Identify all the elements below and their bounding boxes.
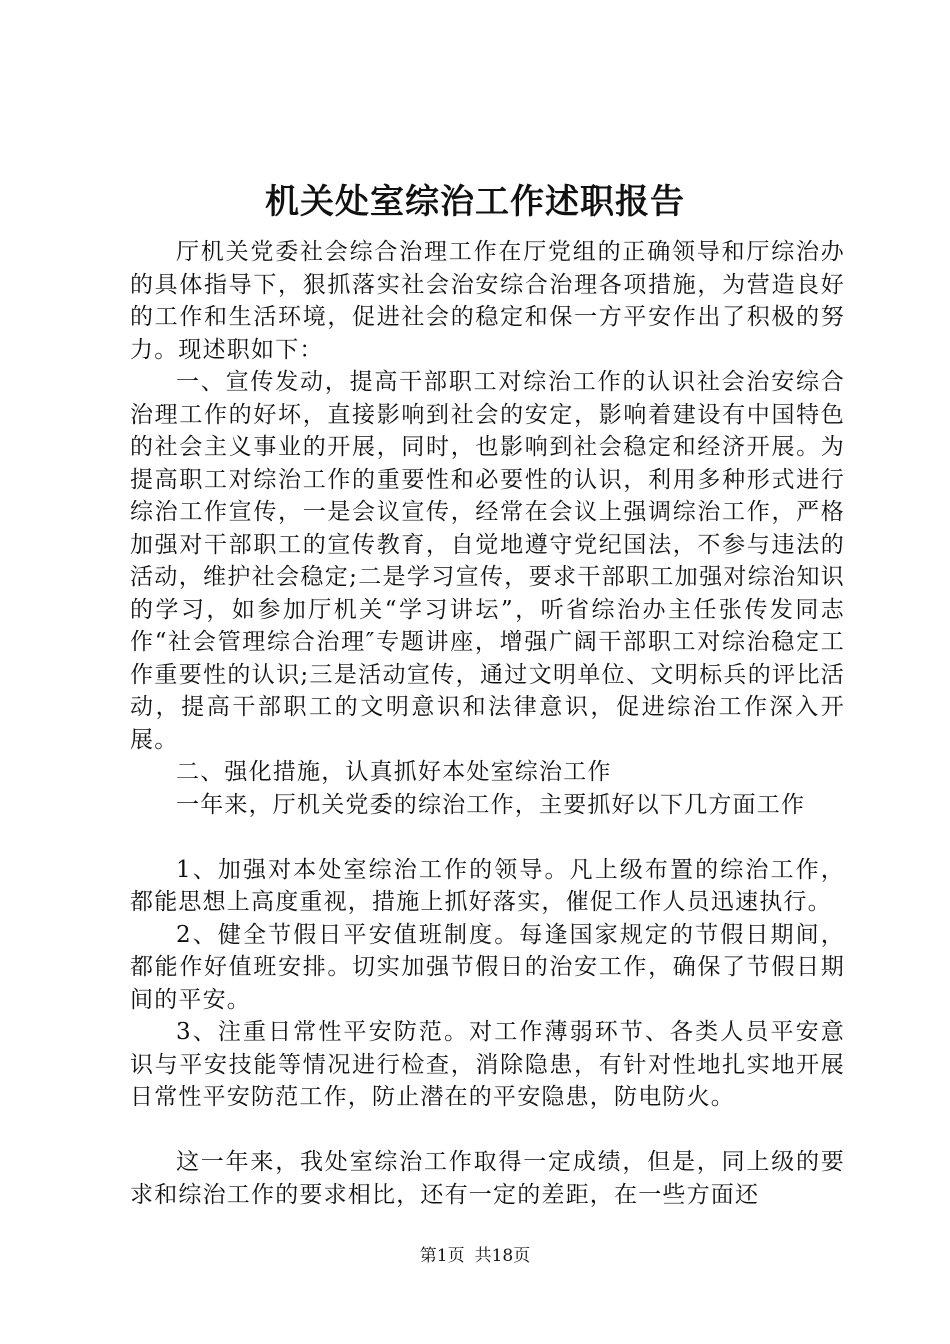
paragraph-summary: 这一年来，我处室综治工作取得一定成绩，但是，同上级的要求和综治工作的要求相比，还有一定的差距，在一些方面还 — [130, 1149, 845, 1208]
paragraph-intro: 厅机关党委社会综合治理工作在厅党组的正确领导和厅综治办的具体指导下，狠抓落实社会治安综合治理各项措施，为营造良好的工作和生活环境，促进社会的稳定和保一方平安作出了积极的努力。现述职如下： — [130, 239, 845, 363]
paragraph-item-2: 2、健全节假日平安值班制度。每逢国家规定的节假日期间，都能作好值班安排。切实加强节假日的治安工作，确保了节假日期间的平安。 — [130, 921, 845, 1013]
paragraph-section-two-heading: 二、强化措施，认真抓好本处室综治工作 — [176, 759, 612, 785]
document-body — [130, 236, 845, 1211]
document-title: 机关处室综治工作述职报告 — [265, 182, 685, 222]
page-number: 第1页 — [419, 1246, 465, 1266]
page-footer — [0, 1244, 950, 1268]
paragraph-item-3: 3、注重日常性平安防范。对工作薄弱环节、各类人员平安意识与平安技能等情况进行检查，消除隐患，有针对性地扎实地开展日常性平安防范工作，防止潜在的平安隐患，防电防火。 — [130, 1019, 845, 1110]
page-total: 共18页 — [474, 1246, 531, 1266]
paragraph-section-one: 一、宣传发动，提高干部职工对综治工作的认识社会治安综合治理工作的好坏，直接影响到社会的安定，影响着建设有中国特色的社会主义事业的开展，同时，也影响到社会稳定和经济开展。为提高职工对综治工作的重要性和必要性的认识，利用多种形式进行综治工作宣传，一是会议宣传，经常在会议上强调综治工作，严格加强对干部职工的宣传教育，自觉地遵守党纪国法，不参与违法的活动，维护社会稳定;二是学习宣传，要求干部职工加强对综治知识的学习，如参加厅机关“学习讲坛”，听省综治办主任张传发同志作“社会管理综合治理″专题讲座，增强广阔干部职工对综治稳定工作重要性的认识;三是活动宣传，通过文明单位、文明标兵的评比活动，提高干部职工的文明意识和法律意识，促进综治工作深入开展。 — [130, 369, 845, 753]
paragraph-section-two-intro: 一年来，厅机关党委的综治工作，主要抓好以下几方面工作 — [176, 791, 806, 818]
paragraph-item-1: 1、加强对本处室综治工作的领导。凡上级布置的综治工作，都能思想上高度重视，措施上抓好落实，催促工作人员迅速执行。 — [130, 856, 845, 915]
